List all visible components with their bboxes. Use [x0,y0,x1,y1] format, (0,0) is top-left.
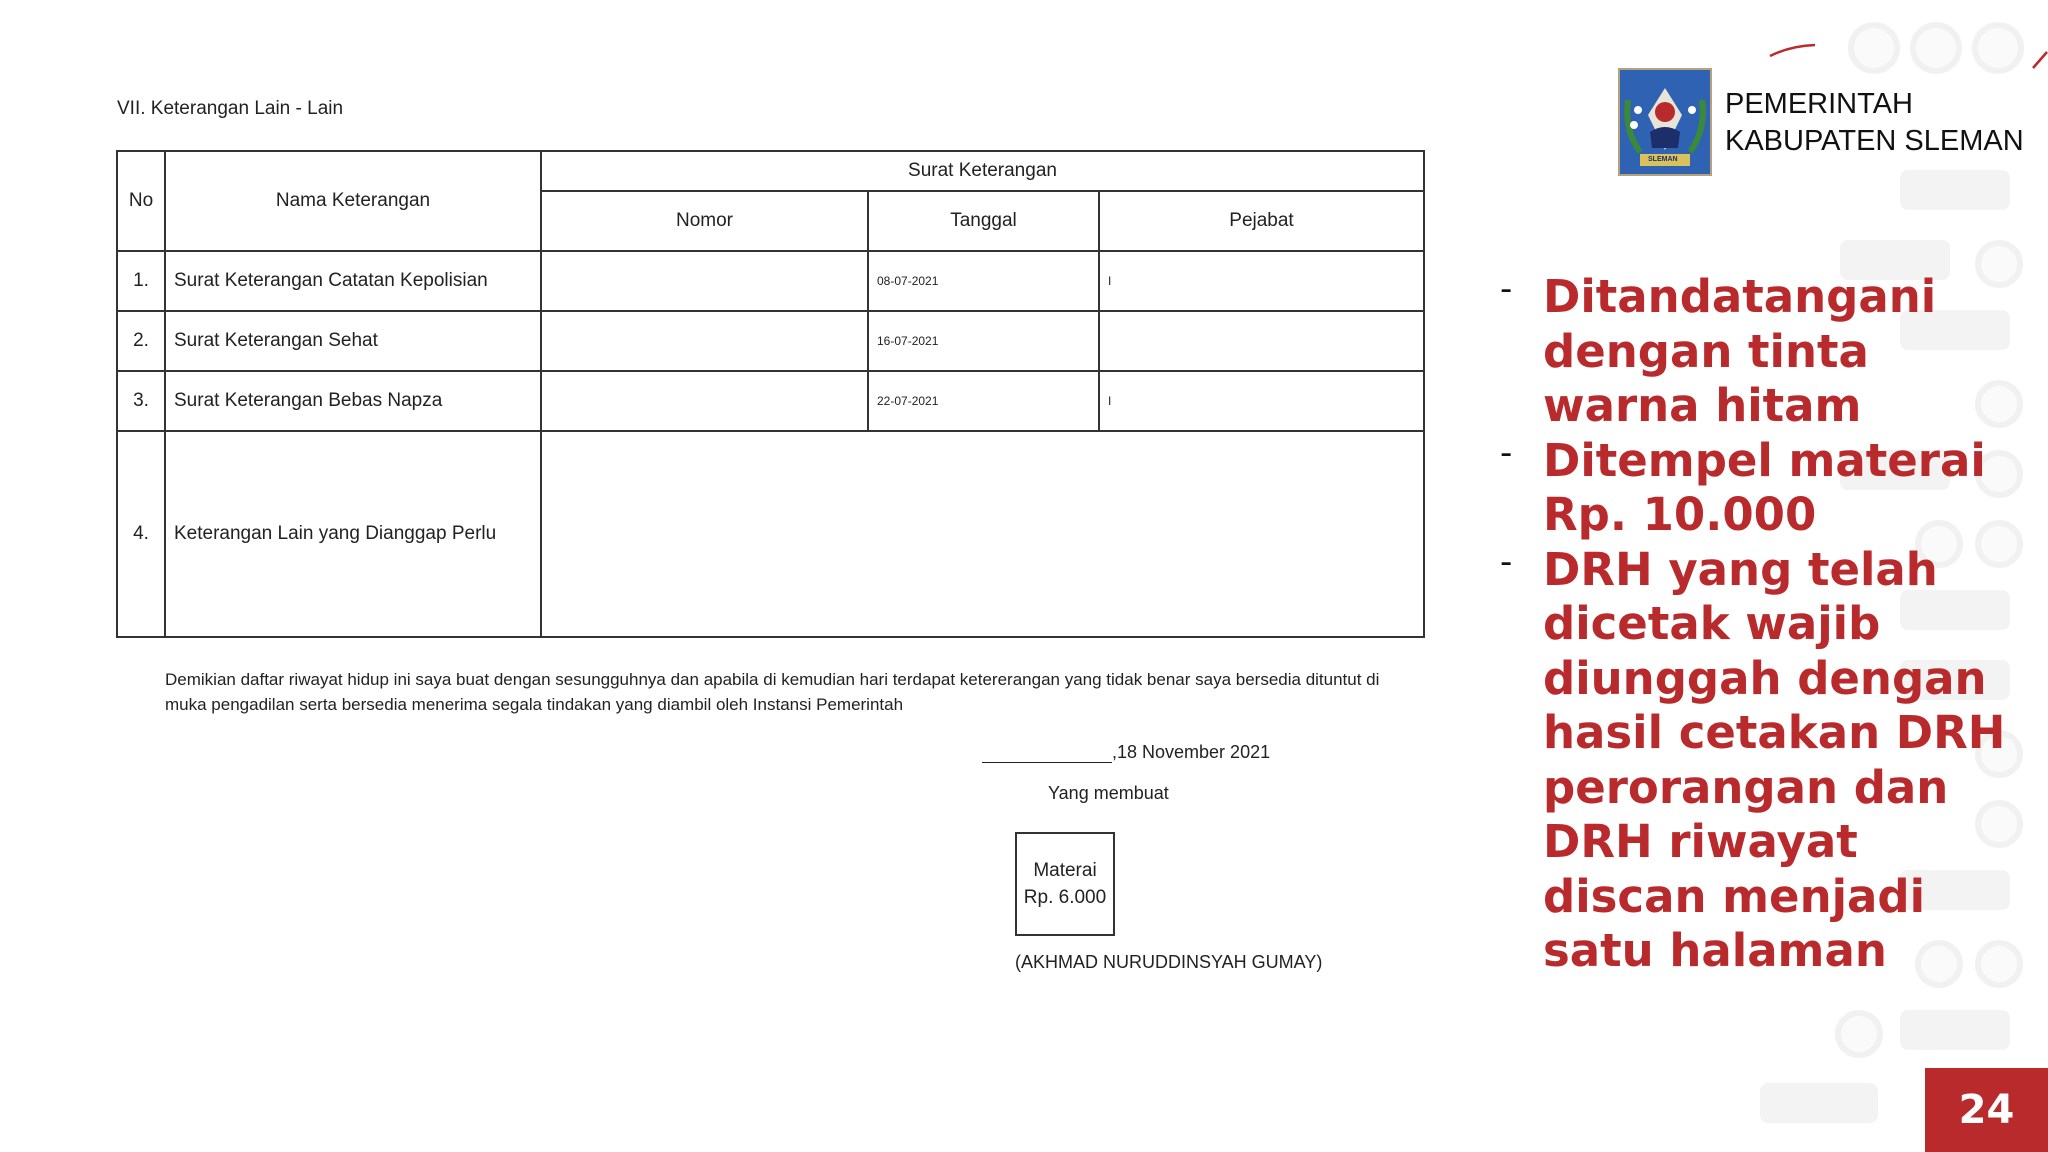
row-nama: Surat Keterangan Sehat [165,311,541,371]
logo-text: SLEMAN [1648,156,1678,163]
table-row [117,431,1424,637]
row-no: 3. [117,371,165,431]
row-nomor [541,251,868,311]
list-item-text: Ditempel materai Rp. 10.000 [1543,433,1986,541]
table-row [117,251,1424,311]
header-nama-keterangan: Nama Keterangan [165,151,541,251]
table-row [117,371,1424,431]
row-nama: Keterangan Lain yang Dianggap Perlu [165,431,541,637]
bullet-marker: - [1500,432,1513,473]
row-pejabat: I [1099,371,1424,431]
bullet-marker: - [1500,269,1513,309]
signature-date-text: ,18 November 2021 [1112,742,1271,762]
signature-place-line [982,744,1112,763]
bullet-marker: - [1500,541,1513,582]
signer-name: (AKHMAD NURUDDINSYAH GUMAY) [1015,952,1323,972]
list-item [1500,270,2020,434]
header-tanggal: Tanggal [868,191,1099,251]
decorative-red-arc [1765,40,2048,80]
row-no: 2. [117,311,165,371]
page-number: 24 [1925,1068,2048,1152]
row-nama: Surat Keterangan Catatan Kepolisian [165,251,541,311]
sleman-logo [1618,68,1712,176]
row-pejabat [1099,311,1424,371]
org-line-2: KABUPATEN SLEMAN [1725,125,2024,157]
list-item [1500,434,2020,543]
instruction-list [1500,270,2020,979]
list-item-text: Ditandatangani dengan tinta warna hitam [1543,270,1937,432]
header-pejabat: Pejabat [1099,191,1424,251]
materai-value: Rp. 6.000 [1023,887,1107,908]
row-nama: Surat Keterangan Bebas Napza [165,371,541,431]
org-line-1: PEMERINTAH [1725,88,1913,120]
row-nomor [541,371,868,431]
yang-membuat: Yang membuat [1048,783,1169,803]
header-surat-keterangan: Surat Keterangan [541,151,1424,191]
header-nomor: Nomor [541,191,868,251]
header-no: No [117,151,165,251]
signature-date [982,742,1270,763]
row-keterangan-content [541,431,1424,637]
row-tanggal: 08-07-2021 [868,251,1099,311]
row-nomor [541,311,868,371]
keterangan-table [116,150,1425,638]
materai-box [1015,832,1115,936]
row-tanggal: 16-07-2021 [868,311,1099,371]
row-no: 1. [117,251,165,311]
row-pejabat: I [1099,251,1424,311]
table-row [117,311,1424,371]
organization-name [1725,86,2024,160]
list-item-text: DRH yang telah dicetak wajib diunggah dengan hasil cetakan DRH perorangan dan DRH riwayat discan menjadi satu halaman [1543,542,2006,977]
statement-text: Demikian daftar riwayat hidup ini saya buat dengan sesungguhnya dan apabila di kemudian hari terdapat ketererangan yang tidak benar saya bersedia dituntut di muka pengadilan serta bersedia menerima segala tindakan yang diambil oleh Instansi Pemerintah [165,670,1380,714]
list-item [1500,543,2020,979]
section-title: VII. Keterangan Lain - Lain [117,98,344,119]
row-no: 4. [117,431,165,637]
row-tanggal: 22-07-2021 [868,371,1099,431]
materai-label: Materai [1033,860,1097,881]
